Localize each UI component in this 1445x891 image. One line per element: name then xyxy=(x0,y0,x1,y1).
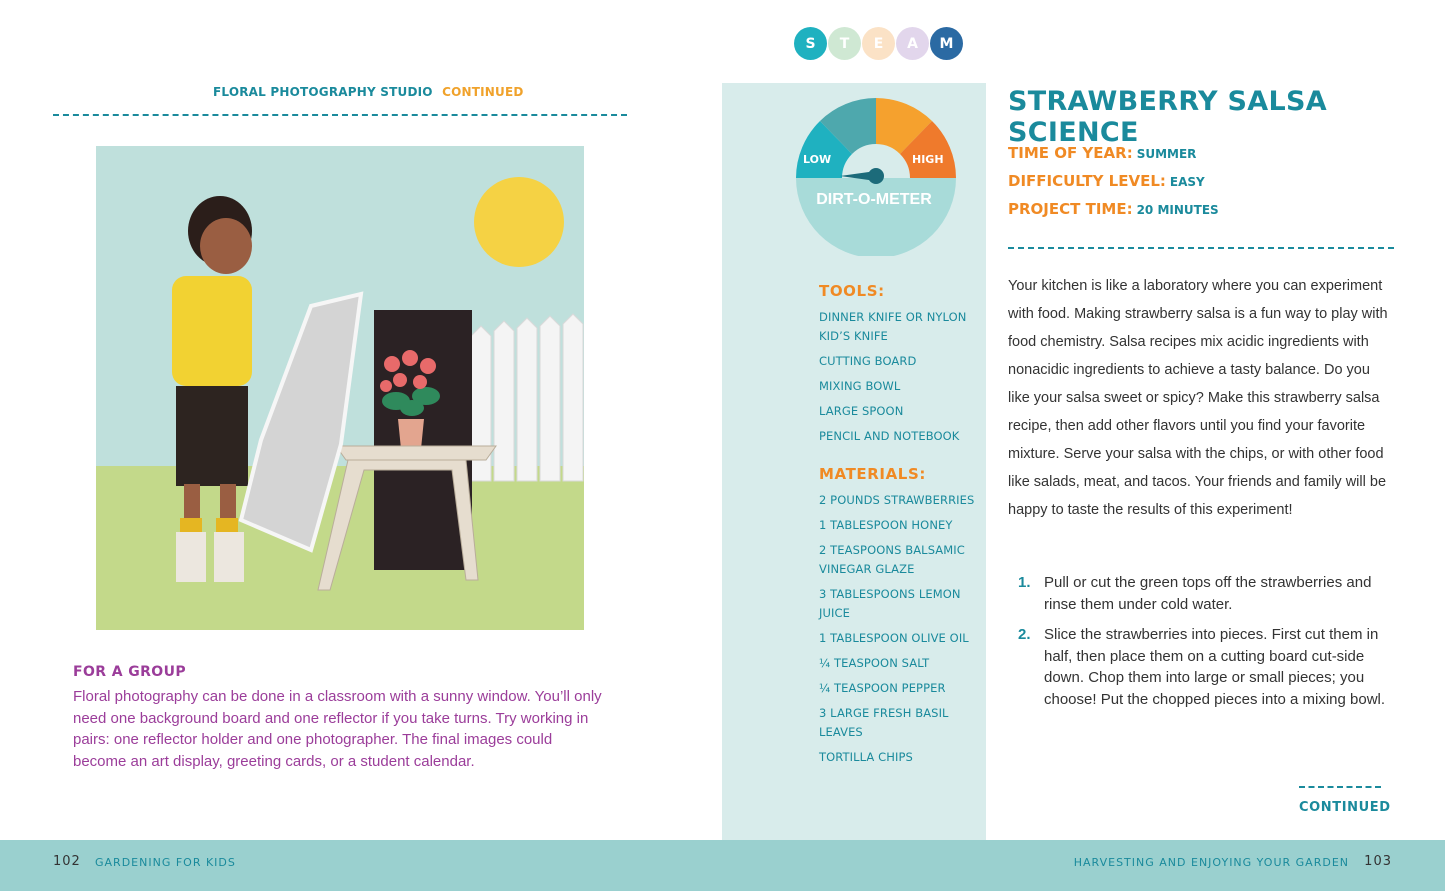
list-item: ¼ TEASPOON SALT xyxy=(819,656,930,670)
list-item xyxy=(1018,572,1388,615)
materials-list xyxy=(819,491,979,773)
step-number: 1. xyxy=(1018,574,1031,591)
list-item: 1 TABLESPOON HONEY xyxy=(819,518,953,532)
right-footer-title: HARVESTING AND ENJOYING YOUR GARDEN xyxy=(1073,856,1349,869)
group-section-title: FOR A GROUP xyxy=(73,664,187,680)
left-footer-title: GARDENING FOR KIDS xyxy=(95,856,236,869)
steam-e-badge: E xyxy=(862,27,895,60)
difficulty-level xyxy=(1008,172,1205,190)
steam-t-badge: T xyxy=(828,27,861,60)
steps-list xyxy=(1018,572,1388,719)
list-item: 3 TABLESPOONS LEMON JUICE xyxy=(819,587,961,620)
list-item: TORTILLA CHIPS xyxy=(819,750,913,764)
list-item: ¼ TEASPOON PEPPER xyxy=(819,681,946,695)
steam-badges xyxy=(794,27,964,60)
project-time-value: 20 MINUTES xyxy=(1136,203,1219,217)
step-text: Pull or cut the green tops off the strawberries and rinse them under cold water. xyxy=(1044,574,1372,613)
header-title: FLORAL PHOTOGRAPHY STUDIO xyxy=(213,85,433,99)
continued-divider xyxy=(1299,786,1381,788)
time-of-year-value: SUMMER xyxy=(1136,147,1197,161)
meter-title: DIRT-O-METER xyxy=(816,191,932,208)
illustration-boy-photographing-flowers xyxy=(96,146,584,630)
list-item: 3 LARGE FRESH BASIL LEAVES xyxy=(819,706,949,739)
steam-m-badge: M xyxy=(930,27,963,60)
list-item xyxy=(1018,624,1388,710)
group-section-text: Floral photography can be done in a classroom with a sunny window. You’ll only need one background board and one reflector if you take turns. Try working in pairs: one reflector holder and one photographer. The final images could become an art display, greeting cards, or a student calendar. xyxy=(73,688,602,770)
list-item: 2 POUNDS STRAWBERRIES xyxy=(819,493,975,507)
list-item: 1 TABLESPOON OLIVE OIL xyxy=(819,631,969,645)
page-title: STRAWBERRY SALSA SCIENCE xyxy=(1008,86,1327,148)
header-divider xyxy=(53,114,627,116)
running-header xyxy=(213,85,524,99)
list-item: CUTTING BOARD xyxy=(819,354,917,368)
list-item: LARGE SPOON xyxy=(819,404,904,418)
dirt-o-meter-gauge xyxy=(796,96,956,260)
intro-paragraph: Your kitchen is like a laboratory where you can experiment with food. Making strawberry salsa is a fun way to play with food chemistry. Salsa recipes mix acidic ingredients with nonacidic ingredients to achieve a tasty balance. Do you like your salsa sweet or spicy? Make this strawberry salsa recipe, then add other flavors until you find your favorite mixture. Serve your salsa with the chips, or with other food like salads, meat, and tacos. Your friends and family will be happy to taste the results of this experiment! xyxy=(1008,278,1388,518)
difficulty-value: EASY xyxy=(1169,175,1205,189)
steam-a-badge: A xyxy=(896,27,929,60)
project-time-label: PROJECT TIME: xyxy=(1008,200,1133,218)
tools-list xyxy=(819,308,979,452)
time-of-year-label: TIME OF YEAR: xyxy=(1008,144,1133,162)
project-time xyxy=(1008,200,1219,218)
list-item: 2 TEASPOONS BALSAMIC VINEGAR GLAZE xyxy=(819,543,965,576)
difficulty-label: DIFFICULTY LEVEL: xyxy=(1008,172,1166,190)
list-item: MIXING BOWL xyxy=(819,379,901,393)
meta-divider xyxy=(1008,247,1394,249)
list-item: PENCIL AND NOTEBOOK xyxy=(819,429,960,443)
meter-high-label: HIGH xyxy=(912,153,944,166)
left-page-number: 102 xyxy=(53,854,81,869)
meter-low-label: LOW xyxy=(803,153,832,166)
header-continued: CONTINUED xyxy=(442,85,524,99)
right-page-number: 103 xyxy=(1364,854,1392,869)
list-item: DINNER KNIFE OR NYLON KID’S KNIFE xyxy=(819,310,967,343)
step-text: Slice the strawberries into pieces. First cut them in half, then place them on a cutting board cut-side down. Chop them into large or small pieces; you choose! Put the chopped pieces into a mixing bowl. xyxy=(1044,626,1386,708)
time-of-year xyxy=(1008,144,1196,162)
continued-label: CONTINUED xyxy=(1299,800,1391,815)
materials-heading: MATERIALS: xyxy=(819,465,926,483)
tools-heading: TOOLS: xyxy=(819,282,885,300)
step-number: 2. xyxy=(1018,626,1031,643)
steam-s-badge: S xyxy=(794,27,827,60)
